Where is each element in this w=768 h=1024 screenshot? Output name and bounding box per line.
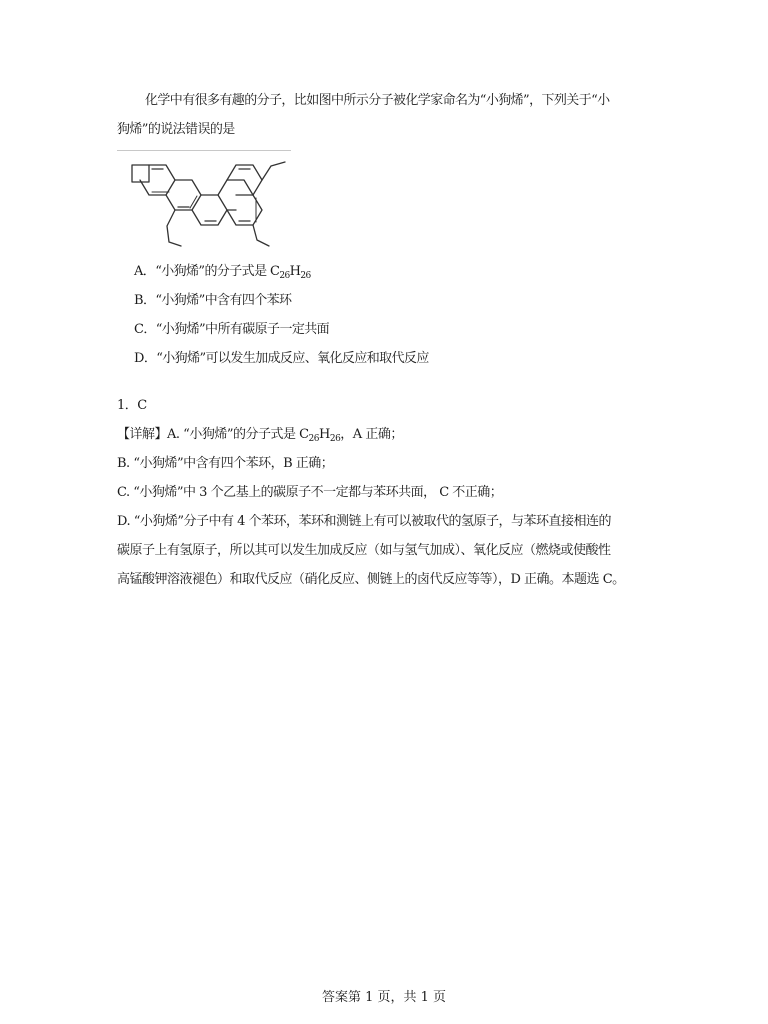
answer-detail-line-3: C. “小狗烯”中 3 个乙基上的碳原子不一定都与苯环共面， C 不正确； (117, 485, 503, 500)
answer-detail-line-1 (117, 426, 403, 444)
option-a-hydrogen: H (289, 264, 301, 279)
figure-top-rule (117, 150, 291, 151)
answer-detail-line-6: 高锰酸钾溶液褪色）和取代反应（硝化反应、侧链上的卤代反应等等），D 正确。本题选 C。 (117, 572, 625, 587)
answer-detail-line-4: D. “小狗烯”分子中有 4 个苯环，苯环和测链上有可以被取代的氢原子，与苯环直接相连的 (117, 514, 612, 529)
detail-subscript-h: 26 (329, 434, 341, 444)
question-line-2: 狗烯”的说法错误的是 (117, 122, 235, 137)
answer-detail-line-5: 碳原子上有氢原子，所以其可以发生加成反应（如与氢气加成）、氧化反应（燃烧或使酸性 (117, 543, 611, 558)
detail-line-1-end: ，A 正确； (340, 427, 403, 442)
detail-line-1-text: A. “小狗烯”的分子式是 C (167, 427, 309, 442)
option-a (134, 263, 311, 281)
option-b: B．“小狗烯”中含有四个苯环 (134, 293, 292, 308)
question-line-1: 化学中有很多有趣的分子，比如图中所示分子被化学家命名为“小狗烯”，下列关于“小 (145, 93, 610, 108)
detail-hydrogen: H (319, 427, 330, 442)
option-a-subscript-h: 26 (300, 271, 311, 281)
option-c: C．“小狗烯”中所有碳原子一定共面 (134, 322, 330, 337)
detail-subscript-c: 26 (308, 434, 319, 444)
option-a-subscript-c: 26 (279, 271, 290, 281)
option-d: D．“小狗烯”可以发生加成反应、氧化反应和取代反应 (134, 351, 429, 366)
page-footer: 答案第 1 页，共 1 页 (321, 990, 447, 1005)
option-a-text: A．“小狗烯”的分子式是 C (134, 264, 280, 279)
detail-tag: 【详解】 (117, 427, 168, 442)
answer-key: 1．C (117, 398, 147, 413)
molecule-structure-figure (115, 152, 305, 252)
answer-detail-line-2: B. “小狗烯”中含有四个苯环，B 正确； (117, 456, 334, 471)
